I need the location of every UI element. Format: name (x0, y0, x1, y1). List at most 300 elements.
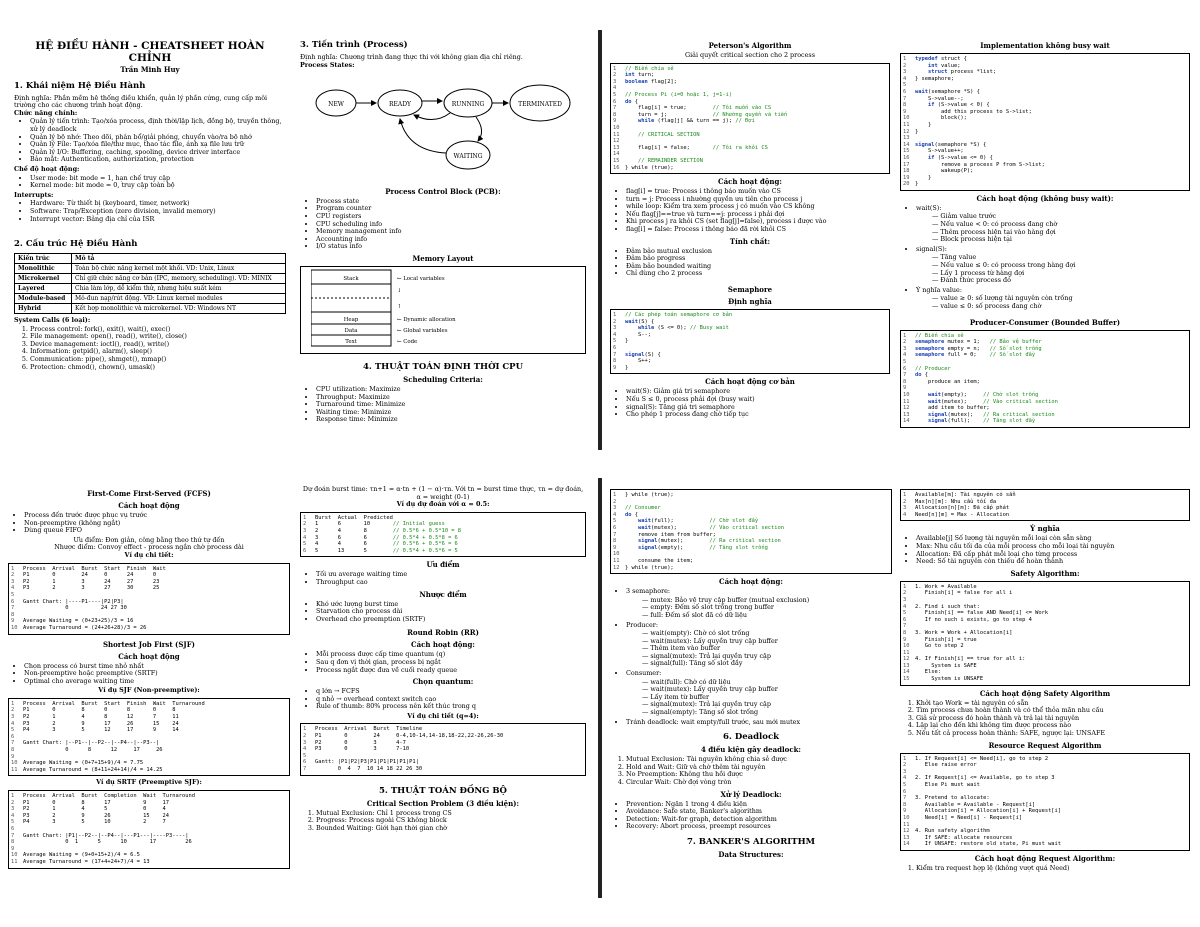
code-keyword: signal (637, 538, 658, 545)
explanation-list (610, 188, 890, 234)
code-line: P3 0 3 7-10 (315, 746, 410, 753)
definition: Định nghĩa: Chương trình đang thực thi với không gian địa chỉ riêng. (300, 53, 523, 61)
list-item: 3. Giả sử process đó hoàn thành và trả lại tài nguyên (916, 715, 1190, 723)
code-line: signal(mutex); // Ra critical section (637, 538, 781, 545)
subheading: Round Robin (RR) (407, 628, 479, 638)
list-item: • Interrupt vector: Bảng địa chỉ của ISR (30, 216, 286, 224)
code-line: 0 4 7 10 14 18 22 26 30 (315, 766, 423, 773)
code-comment: // Consumer (625, 505, 661, 512)
explanation-list (610, 388, 890, 418)
explanation-list (8, 663, 290, 686)
list-item: • Starvation cho process dài (316, 608, 586, 616)
code-comment: // Biến chia sẻ (625, 65, 674, 72)
code-line: do { (625, 511, 638, 518)
code-line (915, 822, 1186, 829)
code-block (900, 581, 1190, 686)
code-comment: // Biến chia sẻ (915, 332, 964, 339)
list-item: • q lớn → FCFS (316, 688, 586, 696)
code-line: Process Arrival Burst Timeline (315, 726, 423, 733)
example-caption: Ví dụ SJF (Non-preemptive): (98, 686, 200, 695)
subheading: System Calls (6 loại): (14, 316, 91, 325)
line-numbers: 1 2 3 4 5 6 7 8 9 10 11 (11, 793, 18, 865)
segment-label: Data (344, 327, 358, 334)
list-item: • I/O status info (316, 243, 586, 251)
code-keyword: signal (927, 418, 948, 425)
code-comment: // 0.5*6 + 0.5*10 = 8 (392, 527, 462, 534)
list-item (916, 205, 1190, 244)
code-line: P4 3 5 10 2 7 (23, 819, 166, 826)
quantum-list (300, 688, 586, 711)
code-line (625, 345, 886, 352)
code-line: 1 6 10 // Initial guess (315, 521, 445, 528)
code-line: Gantt Chart: |----P1----|P2|P3| (23, 598, 124, 605)
code-line (915, 650, 1186, 657)
code-line: semaphore mutex = 1; // Bảo vệ buffer (915, 339, 1042, 346)
code-keyword: while (637, 118, 655, 125)
line-numbers: 1 2 3 4 (903, 492, 907, 518)
sub-list-item: — Thêm process hiện tại vào hàng đợi (932, 227, 1056, 236)
list-item: 2. Tìm process chưa hoàn thành và có thể thỏa mãn nhu cầu (916, 707, 1190, 715)
code-line: 0 8 12 17 26 (23, 747, 163, 754)
line-numbers: 1 2 3 4 5 6 (303, 514, 307, 554)
list-item: • Optimal cho average waiting time (24, 678, 290, 686)
code-comment: // Tăng slot đầy (983, 418, 1036, 425)
list-item: 3. No Preemption: Không thu hồi được (626, 771, 892, 779)
code-line: If UNSAFE: restore old state, Pi must wait (915, 841, 1062, 848)
code-line (915, 366, 1186, 373)
subheading: Cách hoạt động: (719, 577, 783, 587)
code-comment: // Đợi (735, 118, 755, 125)
sub-list-item: — Nếu value ≤ 0: có process trong hàng đợi (932, 261, 1076, 270)
code-line: wait(mutex); // Vào critical section (637, 524, 785, 531)
code-line: do { (915, 372, 928, 379)
code-comment: // CRITICAL SECTION (637, 131, 700, 138)
code-line (915, 385, 1186, 392)
code-comment: // Initial guess (392, 521, 445, 528)
sub-list-item: — Đánh thức process đó (932, 276, 1011, 285)
code-line: P2 1 3 24 27 23 (23, 578, 160, 585)
table-cell: Microkernel (15, 274, 72, 284)
code-block (8, 790, 290, 869)
list-item-title: signal(S): (916, 244, 947, 253)
code-line (23, 754, 286, 761)
list-item: • Chỉ dùng cho 2 process (626, 270, 890, 278)
code-line: signal(mutex); // Ra critical section (927, 411, 1055, 418)
code-line (23, 592, 286, 599)
line-numbers: 1 2 3 4 5 6 7 8 9 (613, 312, 617, 371)
subheading: Cách hoạt động cơ bản (705, 377, 795, 387)
code-comment: // REMAINDER SECTION (637, 157, 703, 164)
list-item: 4. Information: getpid(), alarm(), sleep() (30, 348, 286, 356)
code-line: int value; (927, 62, 961, 69)
code-line: Finish[i] = true (915, 636, 977, 643)
code-line: Gantt Chart: |P1|--P2--|--P4--|---P1---|----P3----| (23, 832, 189, 839)
list-item: • CPU scheduling info (316, 221, 586, 229)
list-item: • CPU registers (316, 213, 586, 221)
list-item: 2. File management: open(), read(), write(), close() (30, 333, 286, 341)
code-line (625, 132, 886, 139)
sub-list-item: — Nếu value < 0: có process đang chờ (932, 220, 1058, 229)
list-item: 1. Khởi tạo Work = tài nguyên có sẵn (916, 700, 1190, 708)
code-line: remove item from buffer; (625, 531, 716, 538)
process-state-diagram (300, 69, 586, 181)
line-numbers: 1 2 3 4 5 6 7 8 9 10 11 12 13 14 15 16 (613, 65, 620, 171)
subheading: Data Structures: (718, 849, 784, 859)
sub-list-item: — signal(full): Tăng số slot đầy (642, 659, 743, 668)
table-cell: Kết hợp monolithic và microkernel. VD: Windows NT (71, 304, 285, 314)
code-line: Else raise error (915, 762, 977, 769)
code-comment: // Busy wait (689, 325, 729, 332)
code-line (915, 789, 1186, 796)
segment-label: Text (345, 338, 357, 345)
code-line: Need[n][m] = Max - Allocation (915, 511, 1010, 518)
subheading: Critical Section Problem (3 điều kiện): (366, 798, 520, 808)
subheading: Cách hoạt động Safety Algorithm (979, 688, 1111, 698)
pros: Ưu điểm: Đơn giản, công bằng theo thứ tự đến (73, 535, 225, 544)
list-item: • Waiting time: Minimize (316, 409, 586, 417)
code-line: wait(S) { (625, 318, 655, 325)
code-line (625, 551, 888, 558)
code-line: } while (true); (625, 492, 674, 498)
list-item-title: Tránh deadlock: wait empty/full trước, sau mới mutex (626, 717, 801, 726)
code-line: } semaphore; (915, 75, 954, 82)
subheading: Shortest Job First (SJF) (102, 639, 195, 649)
table-cell: Monolithic (15, 264, 72, 274)
state-label: READY (388, 101, 412, 109)
code-keyword: semaphore (915, 345, 945, 352)
segment-label: Stack (343, 275, 359, 282)
code-line: Process Arrival Burst Start Finish Wait (23, 565, 166, 572)
code-line: S->value++; (915, 148, 964, 155)
state-label: WAITING (453, 153, 483, 161)
explanation-list (300, 651, 586, 674)
list-item: • Need: Số tài nguyên còn thiếu để hoàn thành (916, 558, 1190, 566)
code-line: 4 4 6 // 0.5*6 + 0.5*6 = 6 (315, 541, 458, 548)
subheading: Chọn quantum: (412, 677, 474, 687)
list-item: • Turnaround time: Minimize (316, 401, 586, 409)
code-line (315, 753, 582, 760)
subheading: Ưu điểm (426, 560, 460, 570)
segment-note: ↓ (397, 287, 402, 294)
code-comment: // Vào critical section (709, 524, 785, 531)
code-line: produce an item; (915, 378, 980, 385)
code-line: turn = j; // Nhường quyền và tiến (625, 111, 788, 118)
function-list (14, 118, 286, 164)
subheading: 4 điều kiện gây deadlock: (700, 745, 802, 755)
example-caption: Ví dụ dự đoán với α = 0.5: (396, 500, 490, 509)
list-item: • User mode: bit mode = 1, hạn chế truy cập (30, 175, 286, 183)
sub-list-item: — Thêm item vào buffer (642, 644, 721, 653)
code-line: Average Waiting = (0+23+25)/3 = 16 (23, 618, 134, 625)
column-right (300, 486, 586, 834)
section-heading: 3. Tiến trình (Process) (300, 40, 408, 50)
list-item: • Available[j] Số lượng tài nguyên mỗi loại còn sẵn sàng (916, 535, 1190, 543)
list-item: • Throughput: Maximize (316, 394, 586, 402)
code-keyword: wait (637, 524, 651, 531)
list-item-title: Producer: (626, 620, 658, 629)
subheading: Chức năng chính: (14, 108, 78, 117)
memory-diagram (311, 268, 577, 348)
list-item (626, 588, 892, 619)
list-item: • Sau q đơn vị thời gian, process bị ngắt (316, 659, 586, 667)
sub-list-item: — value ≤ 0: số process đang chờ (932, 302, 1042, 310)
list-item: 1. Process control: fork(), exit(), wait(), exec() (30, 326, 286, 334)
code-line: int turn; (625, 72, 655, 79)
subheading: Ý nghĩa (1030, 524, 1060, 534)
list-item: • wait(S): Giảm giá trị semaphore (626, 388, 890, 396)
list-item: • Software: Trap/Exception (zero division, invalid memory) (30, 208, 286, 216)
code-block (900, 53, 1190, 191)
code-keyword: boolean (625, 78, 648, 85)
code-comment: // Số slot trống (989, 345, 1042, 352)
code-line: 3. Pretend to allocate: (915, 795, 990, 802)
code-comment: // Tôi muốn vào CS (712, 105, 772, 112)
subheading: Định nghĩa (728, 297, 772, 307)
list-item: • Quản lý File: Tạo/xóa file/thư mục, thao tác file, ánh xạ file lưu trữ (30, 141, 286, 149)
code-line: signal(empty); // Tăng slot trống (637, 544, 768, 551)
condition-list (300, 810, 586, 833)
code-keyword: wait (927, 391, 941, 398)
list-item: • flag[i] = true: Process i thông báo muốn vào CS (626, 188, 890, 196)
code-keyword: wait (637, 518, 651, 525)
code-block (900, 753, 1190, 851)
list-item: • Chọn process có burst time nhỏ nhất (24, 663, 290, 671)
code-line: P2 1 4 5 0 4 (23, 806, 166, 813)
sub-list-item: — mutex: Bảo vệ truy cập buffer (mutual exclusion) (642, 595, 810, 604)
code-keyword: signal (915, 141, 935, 148)
list-item-title: wait(S): (916, 203, 942, 212)
code-line (915, 135, 1186, 142)
code-line: } (625, 364, 629, 371)
code-comment: // 0.5*4 + 0.5*6 = 5 (392, 547, 458, 554)
cons-list (300, 601, 586, 624)
code-line: boolean flag[2]; (625, 78, 677, 85)
list-item: • Program counter (316, 205, 586, 213)
condition-list (610, 756, 892, 786)
code-keyword: int (625, 72, 635, 79)
code-comment: // Ra critical section (983, 411, 1055, 418)
code-line (625, 158, 886, 165)
list-item: • Bảo mật: Authentication, authorization, protection (30, 156, 286, 164)
sub-list-item: — signal(mutex): Trả lại quyền truy cập (642, 700, 771, 709)
list-item: • CPU utilization: Maximize (316, 386, 586, 394)
code-comment: // Process Pi (i=0 hoặc 1, j=1-i) (625, 91, 733, 98)
code-line: wait(empty); // Chờ slot trống (927, 391, 1039, 398)
list-item: 1. Mutual Exclusion: Tài nguyên không chia sẻ được (626, 756, 892, 764)
code-line: Else: (915, 669, 941, 676)
sub-list-item: — wait(empty): Chờ có slot trống (642, 629, 750, 638)
subheading: Interrupts: (14, 190, 54, 199)
list-item: • Allocation: Đã cấp phát mỗi loại cho từng process (916, 551, 1190, 559)
code-keyword: signal (625, 351, 645, 358)
list-item (626, 719, 892, 727)
code-line (23, 826, 286, 833)
code-line (625, 125, 886, 132)
code-line (625, 66, 886, 73)
state-label: RUNNING (451, 101, 485, 109)
code-line: } (915, 181, 919, 188)
code-line: wait(full); // Chờ slot đầy (637, 518, 759, 525)
code-line: P3 2 9 17 26 15 24 (23, 720, 179, 727)
code-line (23, 846, 286, 853)
code-line: } (915, 128, 919, 135)
code-line (625, 505, 888, 512)
sub-list-item: — signal(empty): Tăng số slot trống (642, 708, 759, 717)
list-item: • Avoidance: Safe state, Banker's algorithm (626, 808, 892, 816)
code-keyword: while (637, 325, 655, 332)
code-comment: // Chờ slot trống (983, 391, 1039, 398)
subheading: Memory Layout (412, 253, 474, 263)
code-keyword: wait (927, 398, 941, 405)
subheading: Producer-Consumer (Bounded Buffer) (969, 317, 1121, 327)
table-row (15, 304, 286, 314)
page-4 (602, 478, 1200, 898)
code-line: Finish[i] == false AND Need[i] <= Work (915, 610, 1049, 617)
sub-list-item: — wait(mutex): Lấy quyền truy cập buffer (642, 636, 778, 645)
list-item-title: 3 semaphore: (626, 587, 671, 596)
code-line: Go to step 2 (915, 643, 964, 650)
code-line: Allocation[n][m]: Đã cấp phát (915, 505, 1010, 512)
line-numbers: 1 2 3 4 5 6 7 8 9 10 (11, 565, 18, 631)
code-line: Available[m]: Tài nguyên có sẵn (915, 492, 1016, 498)
code-line: System is UNSAFE (915, 676, 984, 683)
table-header: Mô tả (71, 254, 285, 264)
handling-list (610, 801, 892, 831)
line-numbers: 1 2 3 4 5 6 7 8 9 10 11 12 13 14 15 16 17 18 19 20 (903, 56, 910, 188)
code-line (625, 312, 886, 319)
list-item: • Hardware: Từ thiết bị (keyboard, timer, network) (30, 200, 286, 208)
list-item: 3. Bounded Waiting: Giới hạn thời gian chờ (316, 825, 586, 833)
sub-list-item: — value ≥ 0: số lượng tài nguyên còn trống (932, 294, 1073, 303)
sub-list-item: — Lấy item từ buffer (642, 692, 710, 701)
sub-list-item: — Lấy 1 process từ hàng đợi (932, 268, 1025, 277)
definition: Định nghĩa: Phần mềm hệ thống điều khiển, quản lý phần cứng, cung cấp môi trường cho các chương trình hoạt động. (14, 93, 268, 110)
subheading: Cách hoạt động (118, 501, 180, 510)
code-line (915, 82, 1186, 89)
list-item (916, 246, 1190, 285)
code-line: P1 0 24 0 24 0 (23, 572, 157, 579)
sub-list-item: — wait(mutex): Lấy quyền truy cập buffer (642, 685, 778, 694)
section-heading: 1. Khái niệm Hệ Điều Hành (14, 80, 146, 91)
explanation-list (8, 512, 290, 535)
section-heading: 2. Cấu trúc Hệ Điều Hành (14, 239, 138, 250)
list-item-title: Ý nghĩa value: (916, 285, 962, 294)
architecture-table (14, 253, 286, 314)
code-keyword: do (625, 511, 632, 518)
code-line: while (S <= 0); // Busy wait (637, 325, 729, 332)
list-item: • turn = j: Process i nhường quyền ưu tiên cho process j (626, 196, 890, 204)
code-line: } while (true); (625, 564, 674, 571)
list-item: 5. Communication: pipe(), shmget(), mmap() (30, 356, 286, 364)
subheading: Semaphore (727, 285, 773, 295)
code-line: S++; (625, 358, 651, 365)
table-row (15, 284, 286, 294)
table-cell: Layered (15, 284, 72, 294)
subheading: Safety Algorithm: (1010, 568, 1080, 578)
list-item: 1. Mutual Exclusion: Chỉ 1 process trong CS (316, 810, 586, 818)
code-line: 2 4 8 // 0.5*6 + 0.5*10 = 8 (315, 527, 462, 534)
list-item: • Dùng queue FIFO (24, 527, 290, 535)
code-line: 3 6 6 // 0.5*4 + 0.5*8 = 6 (315, 534, 458, 541)
code-line: semaphore full = 0; // Số slot đầy (915, 352, 1036, 359)
subheading: Scheduling Criteria: (403, 374, 483, 384)
code-line (625, 85, 886, 92)
code-line: Else Pi must wait (915, 782, 980, 788)
code-line (915, 359, 1186, 366)
code-line (915, 597, 1186, 604)
code-line (625, 151, 886, 158)
code-line: Available = Available - Request[i] (915, 801, 1036, 808)
table-row (15, 264, 286, 274)
cons: Nhược điểm: Convoy effect - process ngắn chờ process dài (54, 543, 244, 552)
code-line: System is SAFE (915, 662, 977, 669)
code-line: typedef struct { (915, 56, 967, 62)
code-line (625, 499, 888, 506)
list-item: • Non-preemptive (không ngắt) (24, 520, 290, 528)
caption: Giải quyết critical section cho 2 process (685, 51, 815, 59)
code-line: P1 0 8 17 9 17 (23, 799, 170, 806)
subheading: Resource Request Algorithm (988, 740, 1102, 750)
line-numbers: 1 2 3 4 5 6 7 8 9 10 11 12 (613, 492, 620, 571)
page-2 (602, 30, 1200, 450)
list-item: • Rule of thumb: 80% process nên kết thúc trong q (316, 703, 586, 711)
list-item: • Đảm bảo mutual exclusion (626, 248, 890, 256)
code-comment: // Bảo vệ buffer (989, 339, 1042, 346)
list-item: • Kernel mode: bit mode = 0, truy cập toàn bộ (30, 182, 286, 190)
list-item: • flag[i] = false: Process i thông báo đã rời khỏi CS (626, 226, 890, 234)
list-item: • Nếu flag[j]==true và turn==j: process i phải đợi (626, 211, 890, 219)
page-3 (0, 478, 598, 898)
code-line: wakeup(P); (915, 168, 974, 175)
list-item: • Quản lý tiến trình: Tạo/xóa process, định thời/lập lịch, đồng bộ, truyền thông, xử lý deadlock (30, 118, 286, 133)
example-caption: Ví dụ chi tiết (q=4): (407, 711, 479, 720)
code-keyword: signal (927, 411, 948, 418)
code-line: P3 2 3 27 30 25 (23, 585, 160, 592)
code-line: P2 1 4 8 12 7 11 (23, 714, 179, 721)
subheading: Xử lý Deadlock: (720, 789, 782, 799)
table-cell: Module-based (15, 294, 72, 304)
table-row (15, 274, 286, 284)
list-item: • q nhỏ → overhead context switch cao (316, 696, 586, 704)
list-item: • Non-preemptive hoặc preemptive (SRTF) (24, 670, 290, 678)
line-numbers: 1 2 3 4 5 6 7 8 9 10 11 12 13 14 15 (903, 583, 910, 683)
list-item: 2. Hold and Wait: Giữ và chờ thêm tài nguyên (626, 764, 892, 772)
transition-arrow (476, 117, 482, 141)
transition-arrow (400, 119, 446, 153)
list-item: • Khó ước lượng burst time (316, 601, 586, 609)
code-line: Allocation[i] = Allocation[i] + Request[i] (915, 808, 1062, 815)
line-numbers: 1 2 3 4 5 6 7 8 9 10 11 (11, 700, 18, 773)
list-item: • Throughput cao (316, 579, 586, 587)
code-line: } (915, 121, 932, 128)
code-block (610, 63, 890, 175)
code-line: P3 2 9 26 15 24 (23, 812, 170, 819)
list-item: • Process state (316, 198, 586, 206)
sub-list-item: — wait(full): Chờ có dữ liệu (642, 677, 731, 686)
subheading: Cách hoạt động (không busy wait): (976, 193, 1114, 203)
code-keyword: if (927, 102, 935, 109)
code-block (900, 330, 1190, 428)
code-comment: // Số slot đầy (989, 352, 1036, 359)
list-item: • Overhead cho preemption (SRTF) (316, 616, 586, 624)
subheading: Cách hoạt động Request Algorithm: (974, 853, 1116, 863)
sub-list-item: — full: Đếm số slot đã có dữ liệu (642, 610, 747, 619)
list-item (916, 287, 1190, 311)
table-cell: Hybrid (15, 304, 72, 314)
code-line: S--; (625, 331, 651, 338)
code-line: P1 0 24 0-4,10-14,14-18,18-22,22-26,26-30 (315, 733, 504, 740)
segment-note: ← Dynamic allocation (397, 316, 456, 323)
